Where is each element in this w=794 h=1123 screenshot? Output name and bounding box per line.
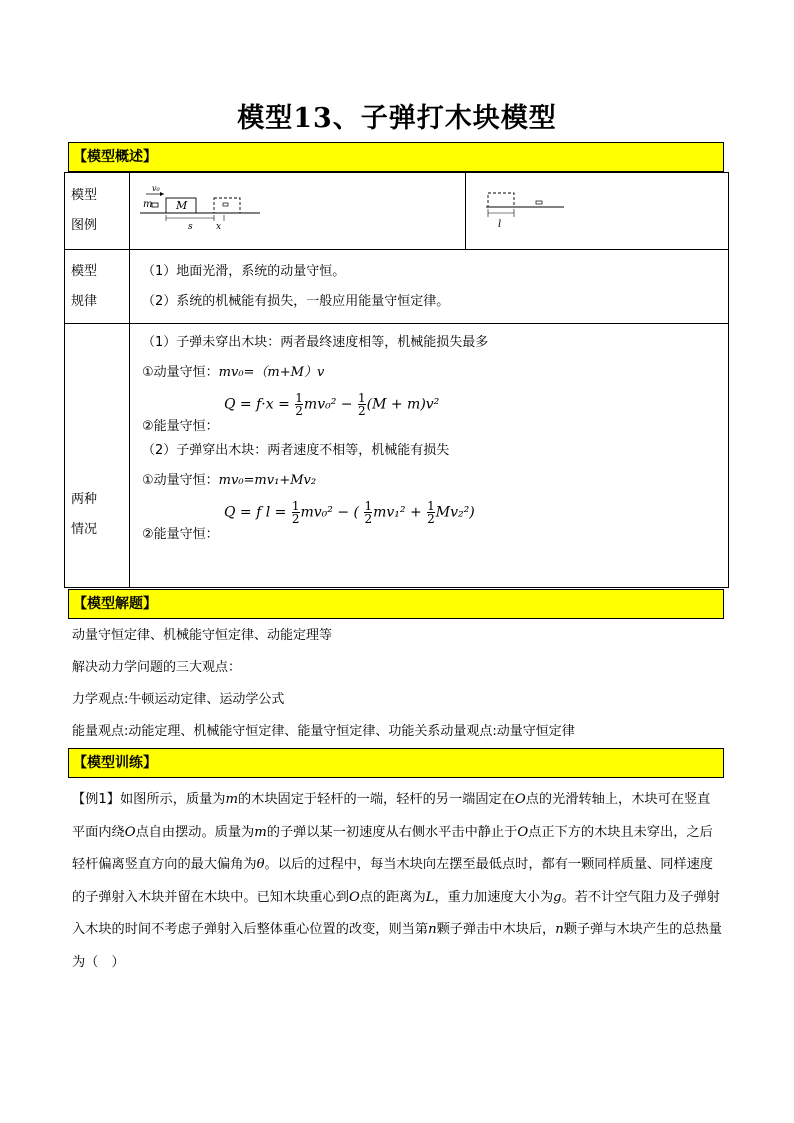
section-overview: 【模型概述】 xyxy=(68,142,724,172)
label-line: 规律 xyxy=(71,293,98,309)
solution-line: 解决动力学问题的三大观点： xyxy=(72,660,242,675)
eq-part: (M + m)v² xyxy=(366,396,440,413)
case2-title: （2）子弹穿出木块：两者速度不相等，机械能有损失 xyxy=(142,443,450,458)
case1-energy xyxy=(142,388,716,436)
row-label-law xyxy=(65,250,130,324)
eq-part: Q = f l = xyxy=(224,504,287,521)
solution-line: 动量守恒定律、机械能守恒定律、动能定理等 xyxy=(72,628,333,643)
prefix: ②能量守恒： xyxy=(142,527,219,542)
prefix: ②能量守恒： xyxy=(142,419,219,434)
fraction: $\frac{1}{2}$ xyxy=(427,499,435,526)
block-final xyxy=(214,198,240,213)
label-line: 情况 xyxy=(71,521,98,537)
bullet-block-figure-1 xyxy=(130,173,465,245)
fraction: $\frac{1}{2}$ xyxy=(291,499,300,526)
example-1-text: 【例1】如图所示，质量为m的木块固定于轻杆的一端，轻杆的另一端固定在O点的光滑转轴上，木块可在竖直平面内绕O点自由摆动。质量为m的子弹以某一初速度从右侧水平击中静止于O点正下方的木块且未穿出，之后轻杆偏离竖直方向的最大偏角为θ。以后的过程中，每当木块向左摆至最低点时，都有一颗同样质量、同样速度的子弹射入木块并留在木块中。已知木块重心到O点的距离为L，重力加速度大小为g。若不计空气阻力及子弹射入木块的时间不考虑子弹射入后整体重心位置的改变，则当第n颗子弹击中木块后，n颗子弹与木块产生的总热量为（ ） xyxy=(72,792,722,970)
prefix: ①动量守恒： xyxy=(142,473,219,488)
label-M: M xyxy=(176,199,188,212)
case1-title: （1）子弹未穿出木块：两者最终速度相等，机械能损失最多 xyxy=(142,335,489,350)
case2-momentum xyxy=(142,466,716,496)
case2-energy xyxy=(142,496,716,544)
equation xyxy=(224,392,439,417)
label-line: 模型 xyxy=(71,263,98,279)
fraction: $\frac{1}{2}$ xyxy=(357,391,366,418)
solution-line: 力学观点:牛顿运动定律、运动学公式 xyxy=(72,692,285,707)
law-line-1: （1）地面光滑，系统的动量守恒。 xyxy=(142,263,346,279)
page-title: 模型13、子弹打木块模型 xyxy=(237,103,557,134)
solution-text xyxy=(72,620,575,748)
eq-part: Mv₂²) xyxy=(435,504,475,521)
case1-momentum xyxy=(142,358,716,388)
eq-part: mv₀² − xyxy=(303,396,353,413)
figure-cell-1 xyxy=(130,173,466,250)
eq-part: mv₀² − ( xyxy=(300,504,360,521)
law-line-2: （2）系统的机械能有损失，一般应用能量守恒定律。 xyxy=(142,293,450,309)
label-x: x xyxy=(216,222,222,232)
label-v0: v₀ xyxy=(152,184,160,193)
fraction: $\frac{1}{2}$ xyxy=(295,391,303,418)
figure-cell-2 xyxy=(466,173,729,250)
label-line: 图例 xyxy=(71,218,98,233)
label-m: m xyxy=(143,199,153,210)
eq-part: mv₁² + xyxy=(373,504,422,521)
cases-cell xyxy=(130,324,729,588)
bullet-block-figure-2 xyxy=(466,173,728,245)
solution-line: 能量观点:动能定理、机械能守恒定律、能量守恒定律、功能关系动量观点:动量守恒定律 xyxy=(72,724,575,739)
label-s: s xyxy=(188,222,193,232)
section-training: 【模型训练】 xyxy=(68,748,724,778)
label-l: l xyxy=(498,219,502,230)
section-solution: 【模型解题】 xyxy=(68,589,724,619)
eq-part: Q = f·x = xyxy=(224,396,290,413)
equation: mv₀=（m+M）v xyxy=(218,365,325,380)
law-cell xyxy=(130,250,729,324)
equation xyxy=(224,500,475,525)
row-label-cases xyxy=(65,324,130,588)
label-line: 两种 xyxy=(71,491,98,507)
row-label-figure xyxy=(65,173,130,250)
model-table xyxy=(64,172,729,588)
equation: mv₀=mv₁+Mv₂ xyxy=(218,473,317,488)
prefix: ①动量守恒： xyxy=(142,365,219,380)
label-line: 模型 xyxy=(71,188,98,203)
fraction: $\frac{1}{2}$ xyxy=(364,499,373,526)
